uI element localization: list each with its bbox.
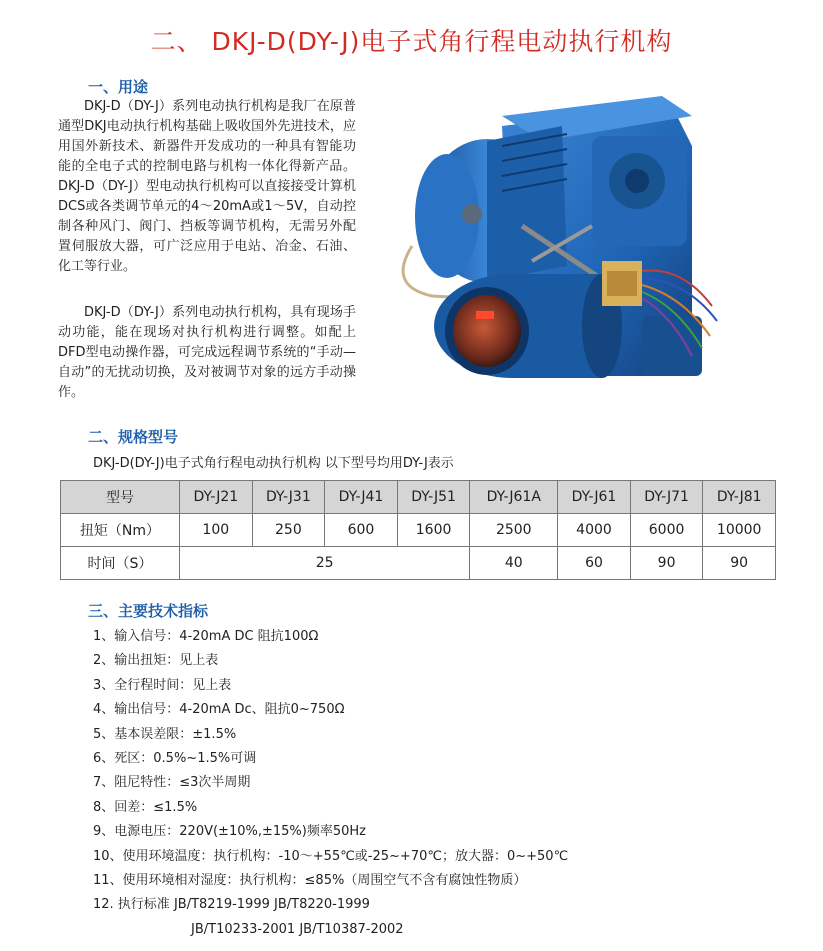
table-row-label: 时间（S）: [61, 547, 180, 580]
time-cell: 25: [180, 547, 470, 580]
list-item: 5、基本误差限：±1.5%: [93, 726, 237, 742]
spec-list: [93, 625, 568, 942]
torque-cell: 600: [325, 514, 398, 547]
torque-cell: 6000: [630, 514, 703, 547]
model-cell: DY-J81: [703, 481, 776, 514]
torque-cell: 1600: [397, 514, 470, 547]
list-item: 1、输入信号：4-20mA DC 阻抗100Ω: [93, 629, 319, 644]
table-row-label: 扭矩（Nm）: [61, 514, 180, 547]
list-item-continuation: JB/T10233-2001 JB/T10387-2002: [191, 921, 404, 937]
model-cell: DY-J71: [630, 481, 703, 514]
torque-cell: 4000: [558, 514, 631, 547]
model-cell: DY-J41: [325, 481, 398, 514]
time-cell: 40: [470, 547, 558, 580]
table-row: [61, 481, 776, 514]
list-item: 7、阻尼特性：≤3次半周期: [93, 775, 251, 791]
list-item: 6、死区：0.5%~1.5%可调: [93, 750, 257, 766]
list-item: 10、使用环境温度：执行机构：-10～+55℃或-25~+70℃；放大器：0~+50℃: [93, 848, 569, 864]
spec-table: [60, 480, 776, 580]
models-note: DKJ-D(DY-J)电子式角行程电动执行机构 以下型号均用DY-J表示: [93, 456, 454, 471]
usage-paragraph-1: DKJ-D（DY-J）系列电动执行机构是我厂在原普通型DKJ电动执行机构基础上吸收国外先进技术，应用国外新技术、新器件开发成功的一种具有智能功能的全电子式的控制电路与机构一体化得新产品。DKJ-D（DY-J）型电动执行机构可以直接接受计算机DCS或各类调节单元的4～20mA或1～5V，自动控制各种风门、阀门、挡板等调节机构，无需另外配置伺服放大器，可广泛应用于电站、冶金、石油、化工等行业。: [58, 99, 356, 274]
model-cell: DY-J61: [558, 481, 631, 514]
list-item: 3、全行程时间：见上表: [93, 677, 232, 693]
time-cell: 60: [558, 547, 631, 580]
list-item: 9、电源电压：220V(±10%,±15%)频率50Hz: [93, 824, 366, 840]
torque-cell: 2500: [470, 514, 558, 547]
actuator-photo: [392, 86, 732, 396]
list-item: 11、使用环境相对湿度：执行机构：≤85%（周围空气不含有腐蚀性物质）: [93, 872, 527, 888]
table-row: [61, 514, 776, 547]
time-cell: 90: [630, 547, 703, 580]
table-row-label: 型号: [61, 481, 180, 514]
model-cell: DY-J51: [397, 481, 470, 514]
model-cell: DY-J61A: [470, 481, 558, 514]
list-item: 2、输出扭矩：见上表: [93, 653, 219, 669]
time-cell: 90: [703, 547, 776, 580]
list-item: 12. 执行标准 JB/T8219-1999 JB/T8220-1999: [93, 897, 370, 913]
torque-cell: 250: [252, 514, 325, 547]
section-heading-specs: 三、主要技术指标: [88, 602, 209, 620]
torque-cell: 100: [180, 514, 253, 547]
model-cell: DY-J21: [180, 481, 253, 514]
usage-paragraph-2: DKJ-D（DY-J）系列电动执行机构，具有现场手动功能，能在现场对执行机构进行调整。如配上DFD型电动操作器，可完成远程调节系统的“手动—自动”的无扰动切换，及对被调节对象的远方手动操作。: [58, 305, 356, 400]
model-cell: DY-J31: [252, 481, 325, 514]
section-heading-models: 二、规格型号: [88, 428, 179, 446]
torque-cell: 10000: [703, 514, 776, 547]
page-title: 二、 DKJ-D(DY-J)电子式角行程电动执行机构: [150, 27, 673, 56]
list-item: 8、回差：≤1.5%: [93, 799, 198, 815]
table-row: [61, 547, 776, 580]
section-heading-usage: 一、用途: [88, 78, 149, 96]
list-item: 4、输出信号：4-20mA Dc、阻抗0~750Ω: [93, 702, 345, 718]
